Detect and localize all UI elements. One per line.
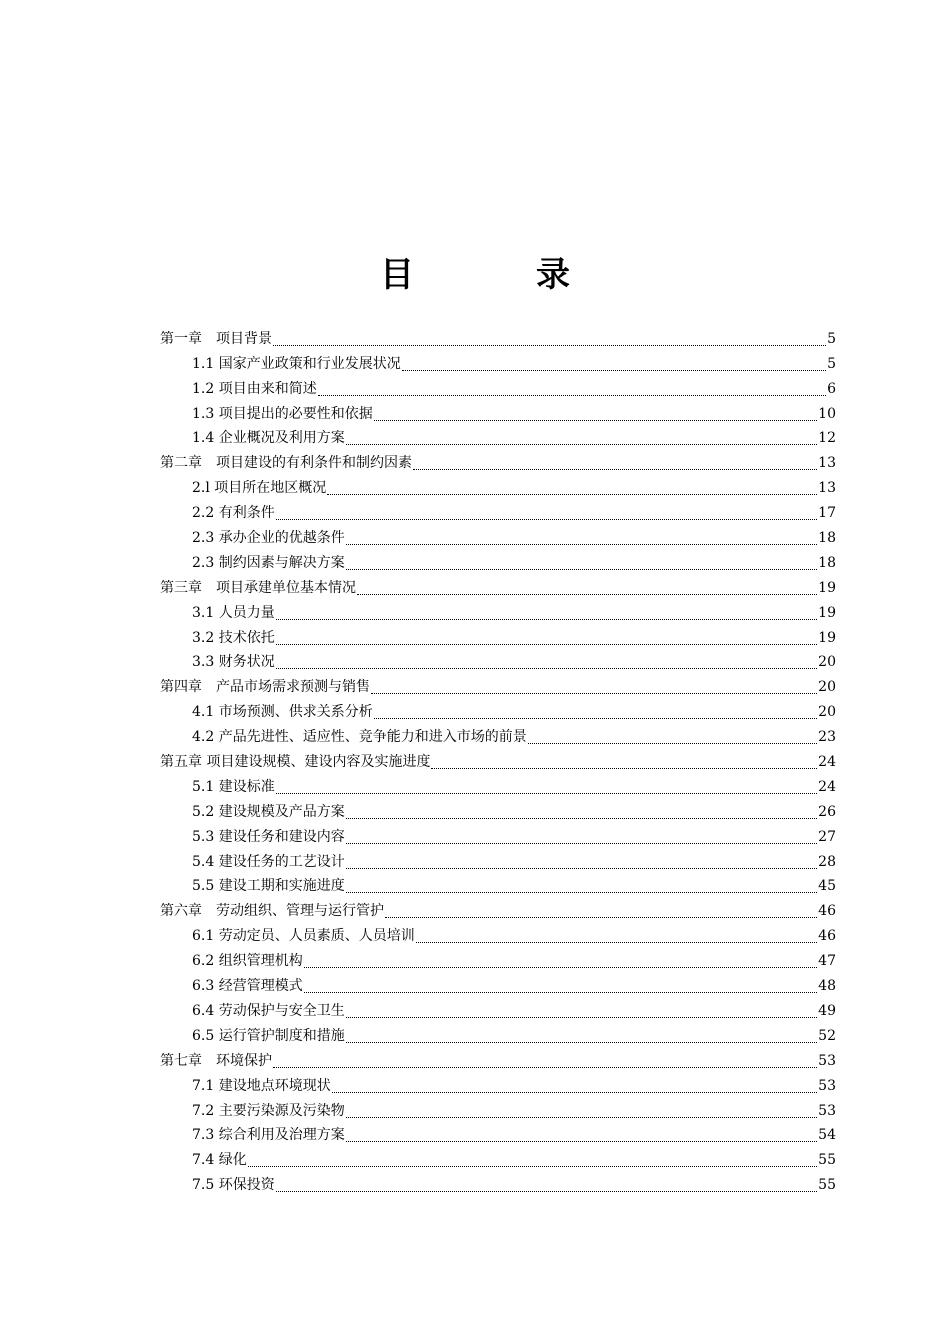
toc-page-number: 13 [818,455,836,472]
toc-entry-label: 第一章 项目背景 [160,330,272,347]
toc-page-number: 19 [818,629,836,646]
toc-section-entry[interactable] [160,722,836,747]
toc-dot-leader [416,928,817,943]
toc-dot-leader [346,878,817,893]
toc-chapter-entry[interactable] [160,448,836,473]
toc-dot-leader [346,854,817,869]
toc-section-entry[interactable] [160,996,836,1021]
toc-entry-label: 1.4 企业概况及利用方案 [192,430,345,447]
toc-dot-leader [371,679,817,694]
toc-dot-leader [276,779,817,794]
toc-entry-label: 第二章 项目建设的有利条件和制约因素 [160,455,412,472]
toc-section-entry[interactable] [160,797,836,822]
toc-page-number: 5 [827,330,836,347]
toc-dot-leader [248,1152,817,1167]
toc-dot-leader [276,605,817,620]
toc-entry-label: 6.1 劳动定员、人员素质、人员培训 [192,928,415,945]
toc-section-entry[interactable] [160,548,836,573]
toc-section-entry[interactable] [160,971,836,996]
toc-page-number: 54 [818,1127,836,1144]
toc-entry-label: 第四章 产品市场需求预测与销售 [160,679,370,696]
toc-dot-leader [346,1127,817,1142]
toc-section-entry[interactable] [160,374,836,399]
toc-page-number: 48 [818,978,836,995]
toc-section-entry[interactable] [160,847,836,872]
toc-dot-leader [276,654,817,669]
toc-page-number: 5 [827,355,836,372]
toc-section-entry[interactable] [160,921,836,946]
toc-entry-label: 3.1 人员力量 [192,604,275,621]
toc-entry-label: 1.3 项目提出的必要性和依据 [192,405,373,422]
toc-page-number: 55 [818,1152,836,1169]
toc-dot-leader [273,331,826,346]
toc-page-number: 47 [818,953,836,970]
toc-page-number: 6 [827,380,836,397]
toc-page-number: 18 [818,530,836,547]
toc-chapter-entry[interactable] [160,573,836,598]
toc-entry-label: 5.5 建设工期和实施进度 [192,878,345,895]
toc-section-entry[interactable] [160,1096,836,1121]
toc-entry-label: 6.3 经营管理模式 [192,978,303,995]
toc-section-entry[interactable] [160,872,836,897]
toc-dot-leader [318,381,826,396]
toc-dot-leader [346,804,817,819]
toc-dot-leader [385,903,817,918]
toc-dot-leader [346,530,817,545]
toc-entry-label: 3.3 财务状况 [192,654,275,671]
toc-section-entry[interactable] [160,822,836,847]
toc-dot-leader [413,455,817,470]
toc-section-entry[interactable] [160,1170,836,1195]
toc-entry-label: 5.4 建设任务的工艺设计 [192,853,345,870]
toc-dot-leader [374,704,817,719]
toc-entry-label: 7.1 建设地点环境现状 [192,1077,331,1094]
toc-dot-leader [346,1003,817,1018]
toc-section-entry[interactable] [160,473,836,498]
toc-entry-label: 6.4 劳动保护与安全卫生 [192,1002,345,1019]
toc-section-entry[interactable] [160,623,836,648]
toc-section-entry[interactable] [160,946,836,971]
toc-page-number: 20 [818,654,836,671]
toc-entry-label: 4.2 产品先进性、适应性、竞争能力和进入市场的前景 [192,729,527,746]
toc-dot-leader [327,480,817,495]
toc-page-number: 23 [818,729,836,746]
toc-page-number: 49 [818,1002,836,1019]
toc-chapter-entry[interactable] [160,324,836,349]
toc-page-number: 13 [818,480,836,497]
toc-entry-label: 第六章 劳动组织、管理与运行管护 [160,903,384,920]
page-title: 目 录 [380,254,614,295]
toc-section-entry[interactable] [160,1145,836,1170]
toc-section-entry[interactable] [160,772,836,797]
toc-page-number: 28 [818,853,836,870]
toc-entry-label: 7.2 主要污染源及污染物 [192,1102,345,1119]
toc-page-number: 27 [818,828,836,845]
toc-entry-label: 1.2 项目由来和简述 [192,380,317,397]
toc-page-number: 20 [818,679,836,696]
toc-section-entry[interactable] [160,1021,836,1046]
toc-page-number: 24 [818,754,836,771]
toc-section-entry[interactable] [160,1121,836,1146]
toc-dot-leader [357,580,817,595]
toc-page-number: 17 [818,505,836,522]
toc-dot-leader [374,406,817,421]
toc-dot-leader [346,829,817,844]
toc-entry-label: 第五章 项目建设规模、建设内容及实施进度 [160,754,431,771]
toc-entry-label: 6.2 组织管理机构 [192,953,303,970]
toc-chapter-entry[interactable] [160,896,836,921]
toc-dot-leader [346,1103,817,1118]
toc-entry-label: 1.1 国家产业政策和行业发展状况 [192,355,401,372]
toc-page-number: 19 [818,579,836,596]
toc-page-number: 52 [818,1027,836,1044]
toc-entry-label: 2.3 制约因素与解决方案 [192,554,345,571]
toc-dot-leader [332,1078,817,1093]
toc-section-entry[interactable] [160,648,836,673]
toc-dot-leader [346,555,817,570]
toc-page-number: 45 [818,878,836,895]
toc-page-number: 53 [818,1077,836,1094]
toc-dot-leader [304,978,817,993]
toc-entry-label: 7.5 环保投资 [192,1177,275,1194]
toc-page-number: 20 [818,704,836,721]
toc-section-entry[interactable] [160,349,836,374]
toc-chapter-entry[interactable] [160,672,836,697]
toc-section-entry[interactable] [160,399,836,424]
toc-page-number: 26 [818,803,836,820]
toc-chapter-entry[interactable] [160,747,836,772]
toc-section-entry[interactable] [160,598,836,623]
toc-entry-label: 5.2 建设规模及产品方案 [192,803,345,820]
toc-page-number: 46 [818,928,836,945]
toc-section-entry[interactable] [160,1071,836,1096]
toc-entry-label: 第七章 环境保护 [160,1052,272,1069]
toc-page-number: 53 [818,1102,836,1119]
toc-entry-label: 7.3 综合利用及治理方案 [192,1127,345,1144]
toc-chapter-entry[interactable] [160,1046,836,1071]
toc-section-entry[interactable] [160,424,836,449]
toc-entry-label: 第三章 项目承建单位基本情况 [160,579,356,596]
toc-page-number: 53 [818,1052,836,1069]
toc-page-number: 55 [818,1177,836,1194]
toc-entry-label: 7.4 绿化 [192,1152,247,1169]
toc-page-number: 46 [818,903,836,920]
toc-dot-leader [402,356,826,371]
toc-dot-leader [528,729,817,744]
toc-dot-leader [273,1053,817,1068]
toc-entry-label: 2.l 项目所在地区概况 [192,480,327,497]
toc-section-entry[interactable] [160,498,836,523]
toc-entry-label: 4.1 市场预测、供求关系分析 [192,704,373,721]
toc-entry-label: 5.3 建设任务和建设内容 [192,828,345,845]
toc-page-number: 24 [818,778,836,795]
toc-section-entry[interactable] [160,697,836,722]
toc-page-number: 18 [818,554,836,571]
toc-entry-label: 2.3 承办企业的优越条件 [192,530,345,547]
toc-entry-label: 6.5 运行管护制度和措施 [192,1027,345,1044]
toc-dot-leader [346,430,817,445]
toc-entry-label: 5.1 建设标准 [192,778,275,795]
toc-dot-leader [276,1177,817,1192]
toc-dot-leader [304,953,817,968]
toc-dot-leader [276,505,817,520]
toc-page-number: 12 [818,430,836,447]
toc-entry-label: 2.2 有利条件 [192,505,275,522]
table-of-contents [160,324,836,1195]
toc-section-entry[interactable] [160,523,836,548]
toc-page-number: 10 [818,405,836,422]
toc-page-number: 19 [818,604,836,621]
toc-dot-leader [346,1028,817,1043]
toc-entry-label: 3.2 技术依托 [192,629,275,646]
toc-dot-leader [431,754,817,769]
toc-dot-leader [276,630,817,645]
